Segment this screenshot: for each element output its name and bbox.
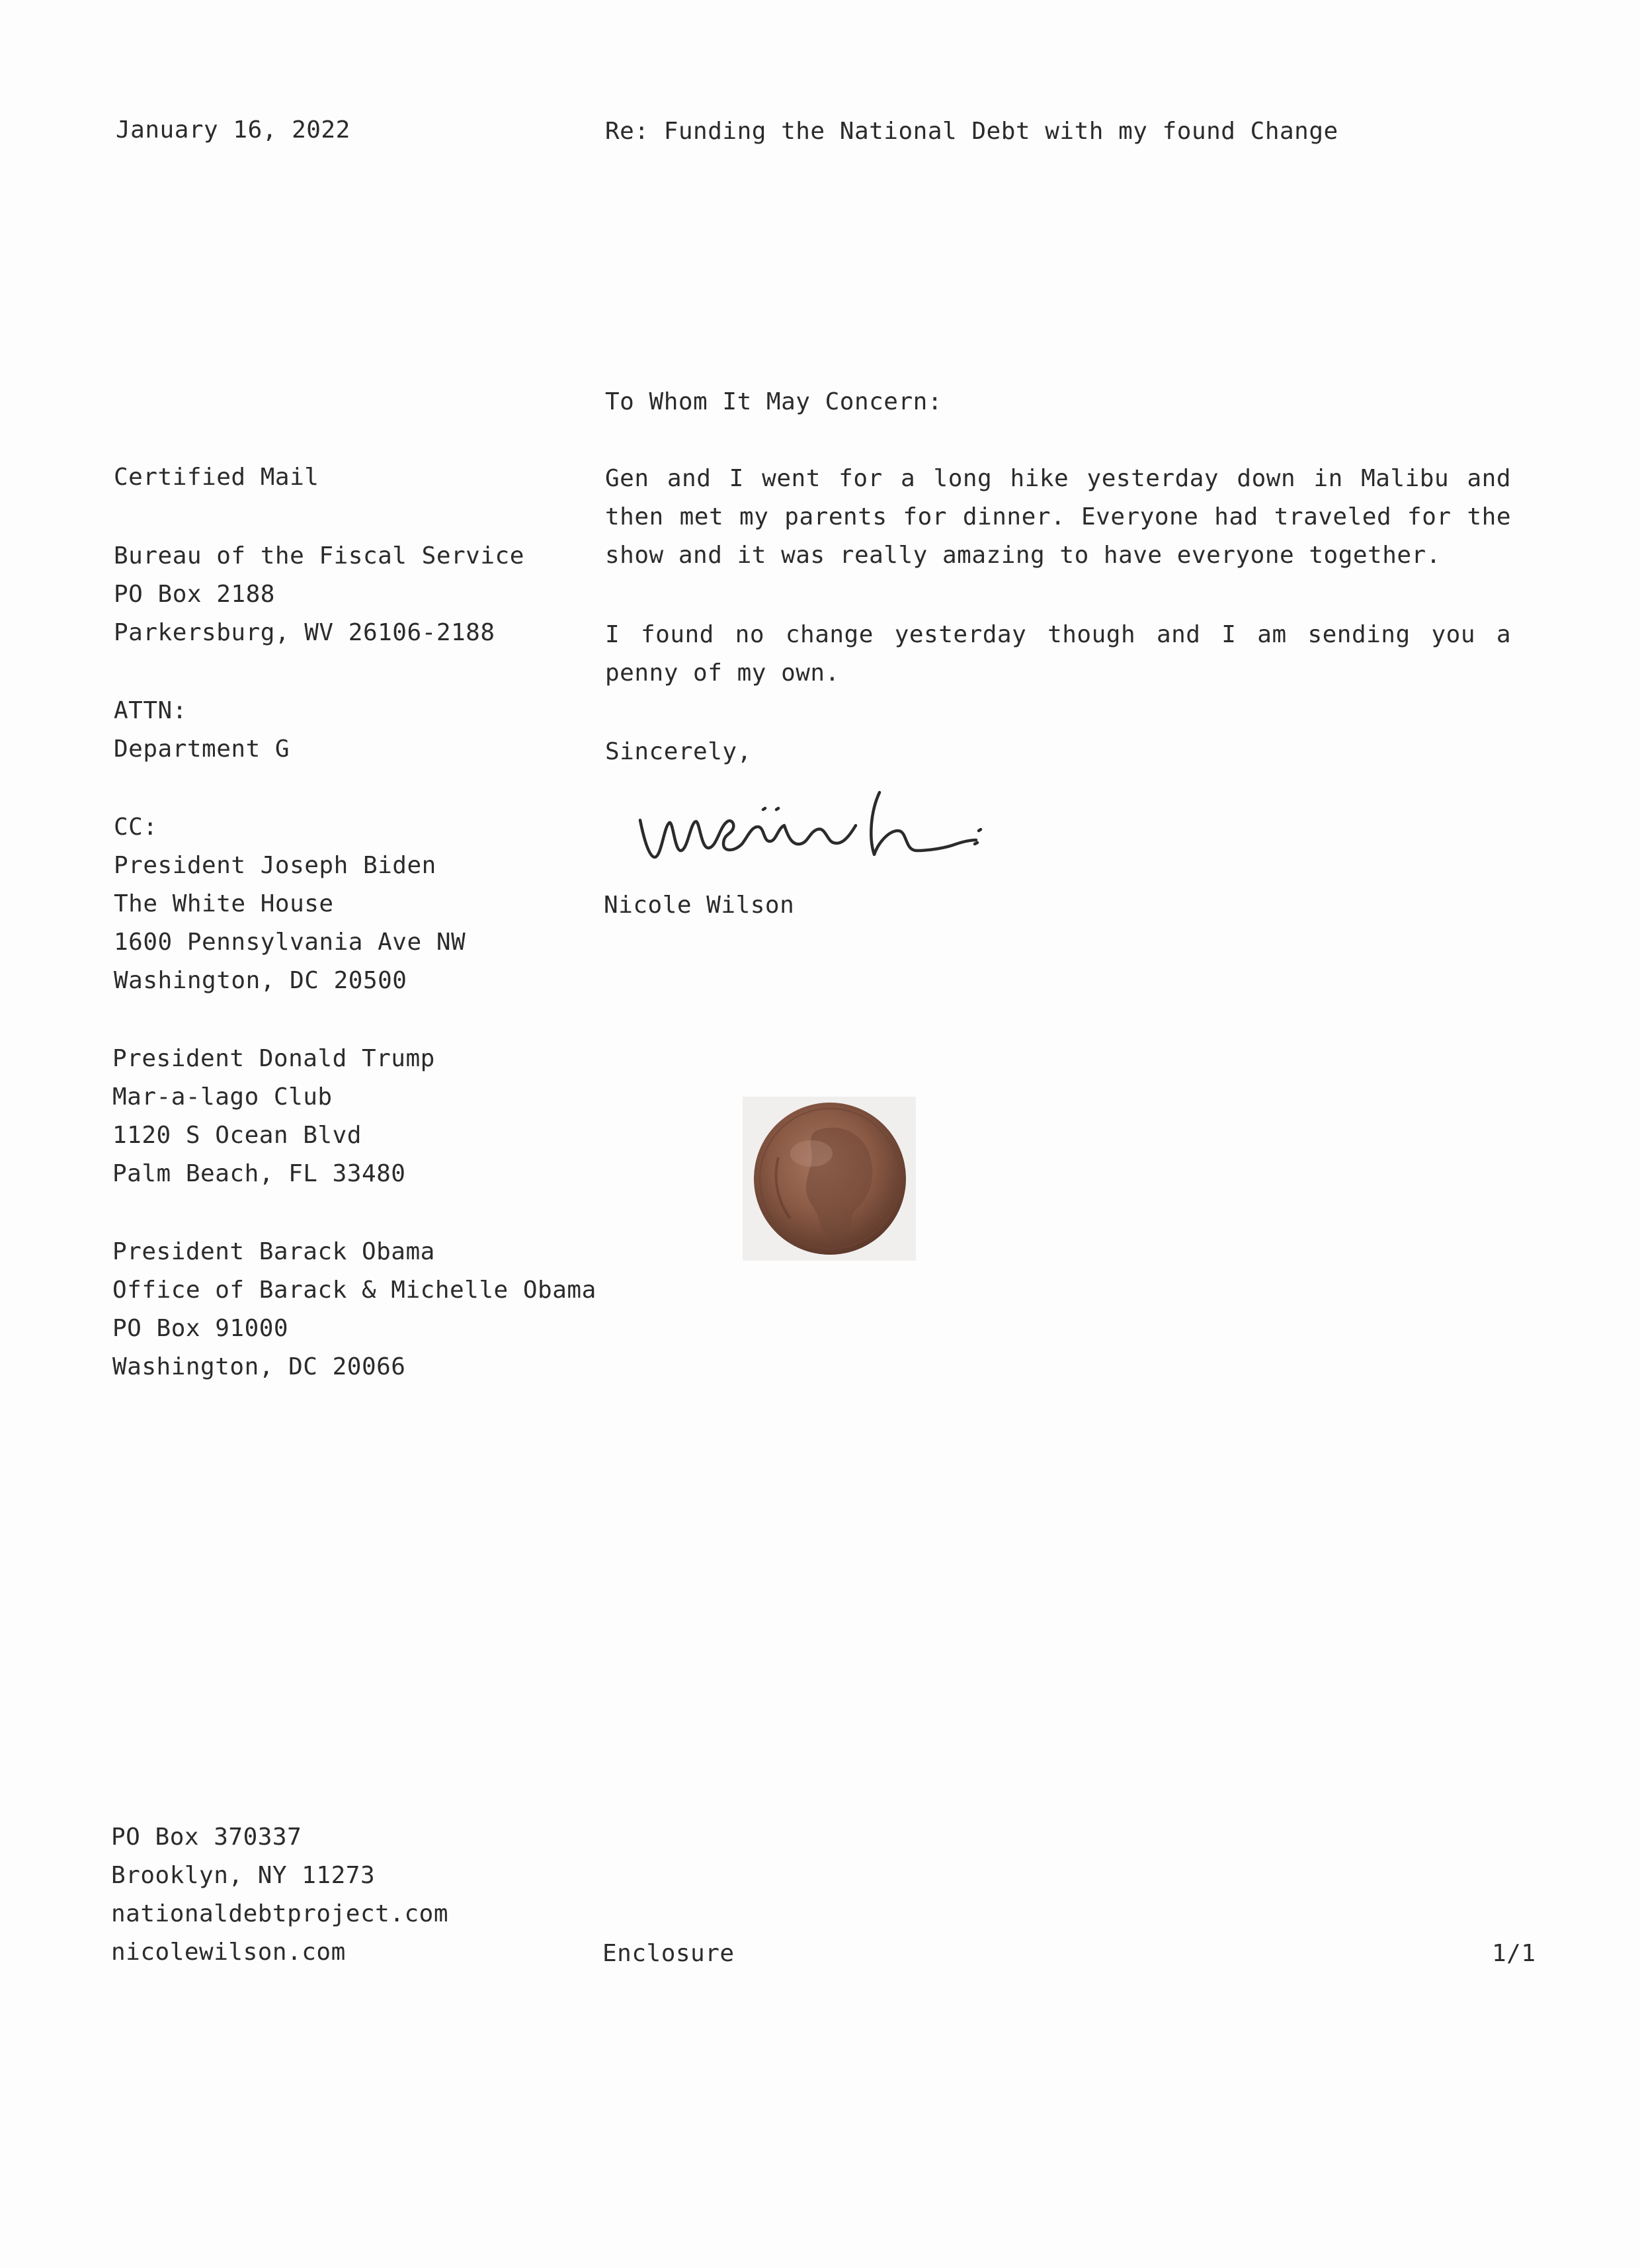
cc-recipient-obama (112, 1233, 596, 1386)
address-line: Parkersburg, WV 26106-2188 (114, 619, 495, 646)
address-line: PO Box 91000 (112, 1315, 289, 1342)
address-line: President Barack Obama (112, 1238, 435, 1265)
address-line: Office of Barack & Michelle Obama (112, 1277, 596, 1304)
cc-recipient-trump (112, 1040, 435, 1193)
address-line: Bureau of the Fiscal Service (114, 542, 524, 569)
contact-line: Brooklyn, NY 11273 (111, 1862, 376, 1889)
handwritten-signature-icon (635, 779, 992, 878)
delivery-method: Certified Mail (114, 464, 319, 491)
recipient-address (114, 537, 524, 652)
address-line: 1600 Pennsylvania Ave NW (114, 929, 466, 956)
penny-coin-icon (737, 1085, 922, 1270)
address-line: President Joseph Biden (114, 852, 436, 879)
address-line: Mar-a-lago Club (112, 1083, 333, 1111)
enclosure-label: Enclosure (602, 1940, 735, 1967)
body-paragraph: Gen and I went for a long hike yesterday down in Malibu and then met my parents for dinner. Everyone had traveled for the show and it was really amazing to have everyone together. (605, 465, 1511, 569)
contact-line: nicolewilson.com (111, 1939, 346, 1966)
attn-department: Department G (114, 735, 290, 763)
body-paragraph: I found no change yesterday though and I am sending you a penny of my own. (605, 621, 1511, 687)
address-line: Washington, DC 20500 (114, 967, 407, 994)
attention-line (114, 692, 290, 769)
attn-label: ATTN: (114, 697, 187, 724)
address-line: Washington, DC 20066 (112, 1353, 406, 1380)
contact-line: nationaldebtproject.com (111, 1900, 448, 1927)
cc-label: CC: (114, 814, 158, 841)
address-line: The White House (114, 890, 334, 917)
address-line: President Donald Trump (112, 1045, 435, 1072)
contact-line: PO Box 370337 (111, 1824, 302, 1851)
page-number: 1/1 (1492, 1940, 1536, 1967)
letter-date: January 16, 2022 (116, 116, 350, 144)
salutation: To Whom It May Concern: (605, 388, 942, 415)
closing: Sincerely, (605, 738, 752, 765)
address-line: Palm Beach, FL 33480 (112, 1160, 406, 1187)
sender-contact (111, 1818, 448, 1972)
signer-name: Nicole Wilson (604, 892, 795, 919)
address-line: PO Box 2188 (114, 581, 275, 608)
address-line: 1120 S Ocean Blvd (112, 1122, 362, 1149)
cc-recipient-biden (114, 847, 466, 1000)
letter-subject: Re: Funding the National Debt with my found Change (605, 118, 1338, 145)
